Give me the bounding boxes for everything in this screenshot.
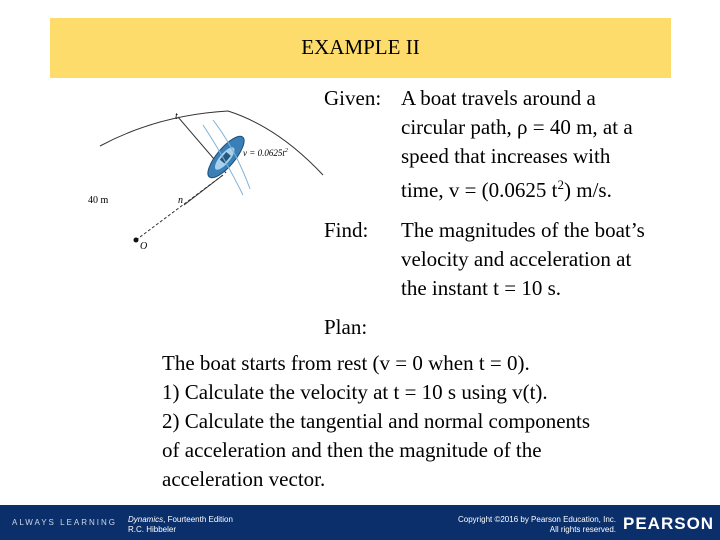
pearson-logo: PEARSON — [623, 514, 715, 533]
t-axis-label: t — [175, 111, 178, 122]
copyright: Copyright ©2016 by Pearson Education, Inc. All rights reserved. — [458, 515, 616, 534]
n-axis-label: n — [178, 195, 183, 206]
given-line-2: circular path, ρ = 40 m, at a — [401, 115, 633, 139]
book-edition: , Fourteenth Edition — [163, 515, 233, 524]
brand-tagline: ALWAYS LEARNING — [12, 518, 117, 527]
plan-line-3: 2) Calculate the tangential and normal components — [162, 409, 591, 433]
given-label: Given: — [324, 86, 382, 110]
plan-label: Plan: — [324, 315, 368, 339]
boat-path-diagram — [78, 105, 328, 255]
normal-axis — [184, 175, 223, 205]
origin-point — [134, 238, 139, 243]
book-info — [128, 515, 233, 535]
find-line-1: The magnitudes of the boat’s — [401, 218, 645, 242]
plan-line-2: 1) Calculate the velocity at t = 10 s using v(t). — [162, 380, 548, 404]
radius-label: 40 m — [88, 195, 109, 206]
plan-line-1: The boat starts from rest (v = 0 when t = 0). — [162, 351, 530, 375]
find-line-3: the instant t = 10 s. — [401, 276, 562, 300]
book-author: R.C. Hibbeler — [128, 525, 177, 534]
plan-line-4: of acceleration and then the magnitude of the — [162, 438, 542, 462]
velocity-label: $v = 0.0625t^2$ — [243, 148, 288, 158]
find-label: Find: — [324, 218, 369, 242]
slide-title: EXAMPLE II — [301, 35, 420, 59]
plan-line-5: acceleration vector. — [162, 467, 326, 491]
title-bar — [50, 18, 671, 78]
given-line-1: A boat travels around a — [401, 86, 596, 110]
find-line-2: velocity and acceleration at — [401, 247, 632, 271]
footer-bar — [0, 505, 720, 540]
book-title: Dynamics — [128, 515, 164, 524]
origin-label: O — [140, 241, 148, 252]
given-line-3: speed that increases with — [401, 144, 611, 168]
given-line-4: time, v = (0.0625 $t^2$) m/s. — [401, 177, 612, 202]
